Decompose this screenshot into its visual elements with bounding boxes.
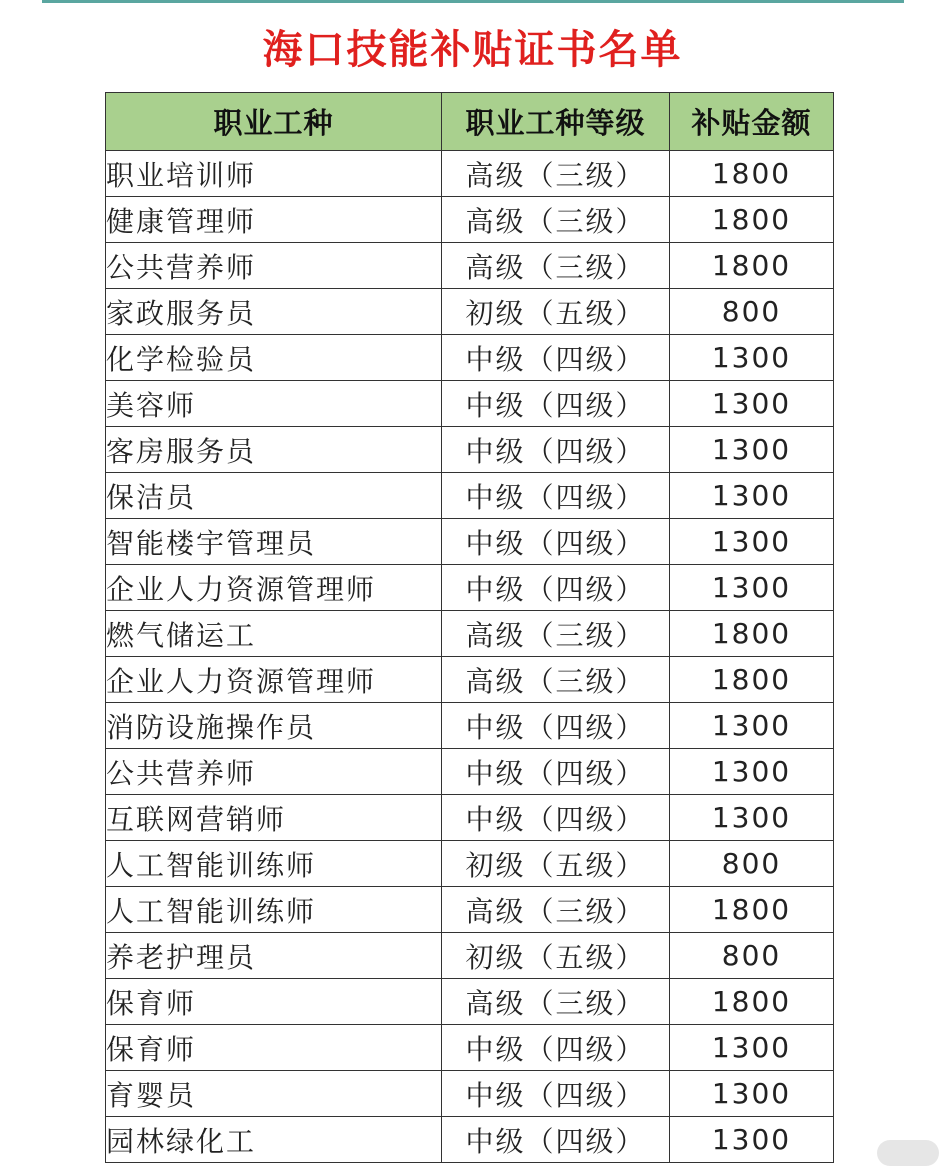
- occupation-cell: 人工智能训练师: [106, 887, 442, 933]
- table-row: [106, 565, 834, 611]
- header-occupation: 职业工种: [106, 93, 442, 151]
- occupation-cell: 公共营养师: [106, 243, 442, 289]
- table-row: [106, 473, 834, 519]
- amount-cell: 1300: [670, 1025, 834, 1071]
- occupation-cell: 人工智能训练师: [106, 841, 442, 887]
- table-row: [106, 381, 834, 427]
- level-cell: 中级（四级）: [442, 1071, 670, 1117]
- amount-cell: 1300: [670, 427, 834, 473]
- amount-cell: 1800: [670, 611, 834, 657]
- occupation-cell: 智能楼宇管理员: [106, 519, 442, 565]
- level-cell: 中级（四级）: [442, 381, 670, 427]
- table-row: [106, 841, 834, 887]
- page-title: 海口技能补贴证书名单: [262, 27, 683, 73]
- level-cell: 高级（三级）: [442, 243, 670, 289]
- level-cell: 高级（三级）: [442, 151, 670, 197]
- level-cell: 高级（三级）: [442, 979, 670, 1025]
- level-cell: 高级（三级）: [442, 611, 670, 657]
- occupation-cell: 企业人力资源管理师: [106, 657, 442, 703]
- occupation-cell: 保育师: [106, 1025, 442, 1071]
- table-row: [106, 749, 834, 795]
- table-row: [106, 151, 834, 197]
- level-cell: 高级（三级）: [442, 197, 670, 243]
- occupation-cell: 公共营养师: [106, 749, 442, 795]
- level-cell: 中级（四级）: [442, 519, 670, 565]
- amount-cell: 800: [670, 841, 834, 887]
- table-row: [106, 611, 834, 657]
- level-cell: 中级（四级）: [442, 427, 670, 473]
- table-row: [106, 1071, 834, 1117]
- level-cell: 高级（三级）: [442, 887, 670, 933]
- occupation-cell: 保育师: [106, 979, 442, 1025]
- table-row: [106, 243, 834, 289]
- amount-cell: 1300: [670, 519, 834, 565]
- amount-cell: 800: [670, 289, 834, 335]
- occupation-cell: 燃气储运工: [106, 611, 442, 657]
- header-amount: 补贴金额: [670, 93, 834, 151]
- occupation-cell: 客房服务员: [106, 427, 442, 473]
- occupation-cell: 企业人力资源管理师: [106, 565, 442, 611]
- level-cell: 初级（五级）: [442, 933, 670, 979]
- subsidy-table: [105, 92, 834, 1163]
- level-cell: 初级（五级）: [442, 841, 670, 887]
- amount-cell: 1300: [670, 381, 834, 427]
- amount-cell: 1300: [670, 335, 834, 381]
- occupation-cell: 消防设施操作员: [106, 703, 442, 749]
- table-row: [106, 657, 834, 703]
- level-cell: 中级（四级）: [442, 1117, 670, 1163]
- top-divider: [42, 0, 904, 3]
- level-cell: 初级（五级）: [442, 289, 670, 335]
- table-row: [106, 1117, 834, 1163]
- occupation-cell: 家政服务员: [106, 289, 442, 335]
- header-level: 职业工种等级: [442, 93, 670, 151]
- occupation-cell: 健康管理师: [106, 197, 442, 243]
- occupation-cell: 养老护理员: [106, 933, 442, 979]
- table-row: [106, 1025, 834, 1071]
- table-row: [106, 427, 834, 473]
- table-row: [106, 795, 834, 841]
- amount-cell: 1300: [670, 795, 834, 841]
- occupation-cell: 园林绿化工: [106, 1117, 442, 1163]
- amount-cell: 1800: [670, 887, 834, 933]
- occupation-cell: 保洁员: [106, 473, 442, 519]
- level-cell: 中级（四级）: [442, 1025, 670, 1071]
- amount-cell: 1800: [670, 979, 834, 1025]
- level-cell: 高级（三级）: [442, 657, 670, 703]
- amount-cell: 1300: [670, 749, 834, 795]
- watermark-logo: [877, 1140, 939, 1166]
- amount-cell: 1300: [670, 473, 834, 519]
- amount-cell: 1300: [670, 1117, 834, 1163]
- amount-cell: 1300: [670, 1071, 834, 1117]
- occupation-cell: 育婴员: [106, 1071, 442, 1117]
- amount-cell: 1800: [670, 197, 834, 243]
- table-row: [106, 335, 834, 381]
- level-cell: 中级（四级）: [442, 473, 670, 519]
- amount-cell: 1300: [670, 703, 834, 749]
- table-row: [106, 197, 834, 243]
- amount-cell: 1800: [670, 151, 834, 197]
- level-cell: 中级（四级）: [442, 335, 670, 381]
- table-row: [106, 979, 834, 1025]
- level-cell: 中级（四级）: [442, 703, 670, 749]
- amount-cell: 1800: [670, 657, 834, 703]
- table-row: [106, 933, 834, 979]
- occupation-cell: 职业培训师: [106, 151, 442, 197]
- table-row: [106, 289, 834, 335]
- level-cell: 中级（四级）: [442, 795, 670, 841]
- occupation-cell: 互联网营销师: [106, 795, 442, 841]
- amount-cell: 1300: [670, 565, 834, 611]
- occupation-cell: 化学检验员: [106, 335, 442, 381]
- table-row: [106, 887, 834, 933]
- level-cell: 中级（四级）: [442, 565, 670, 611]
- amount-cell: 1800: [670, 243, 834, 289]
- table-row: [106, 703, 834, 749]
- table-row: [106, 519, 834, 565]
- table-header-row: [106, 93, 834, 151]
- occupation-cell: 美容师: [106, 381, 442, 427]
- amount-cell: 800: [670, 933, 834, 979]
- level-cell: 中级（四级）: [442, 749, 670, 795]
